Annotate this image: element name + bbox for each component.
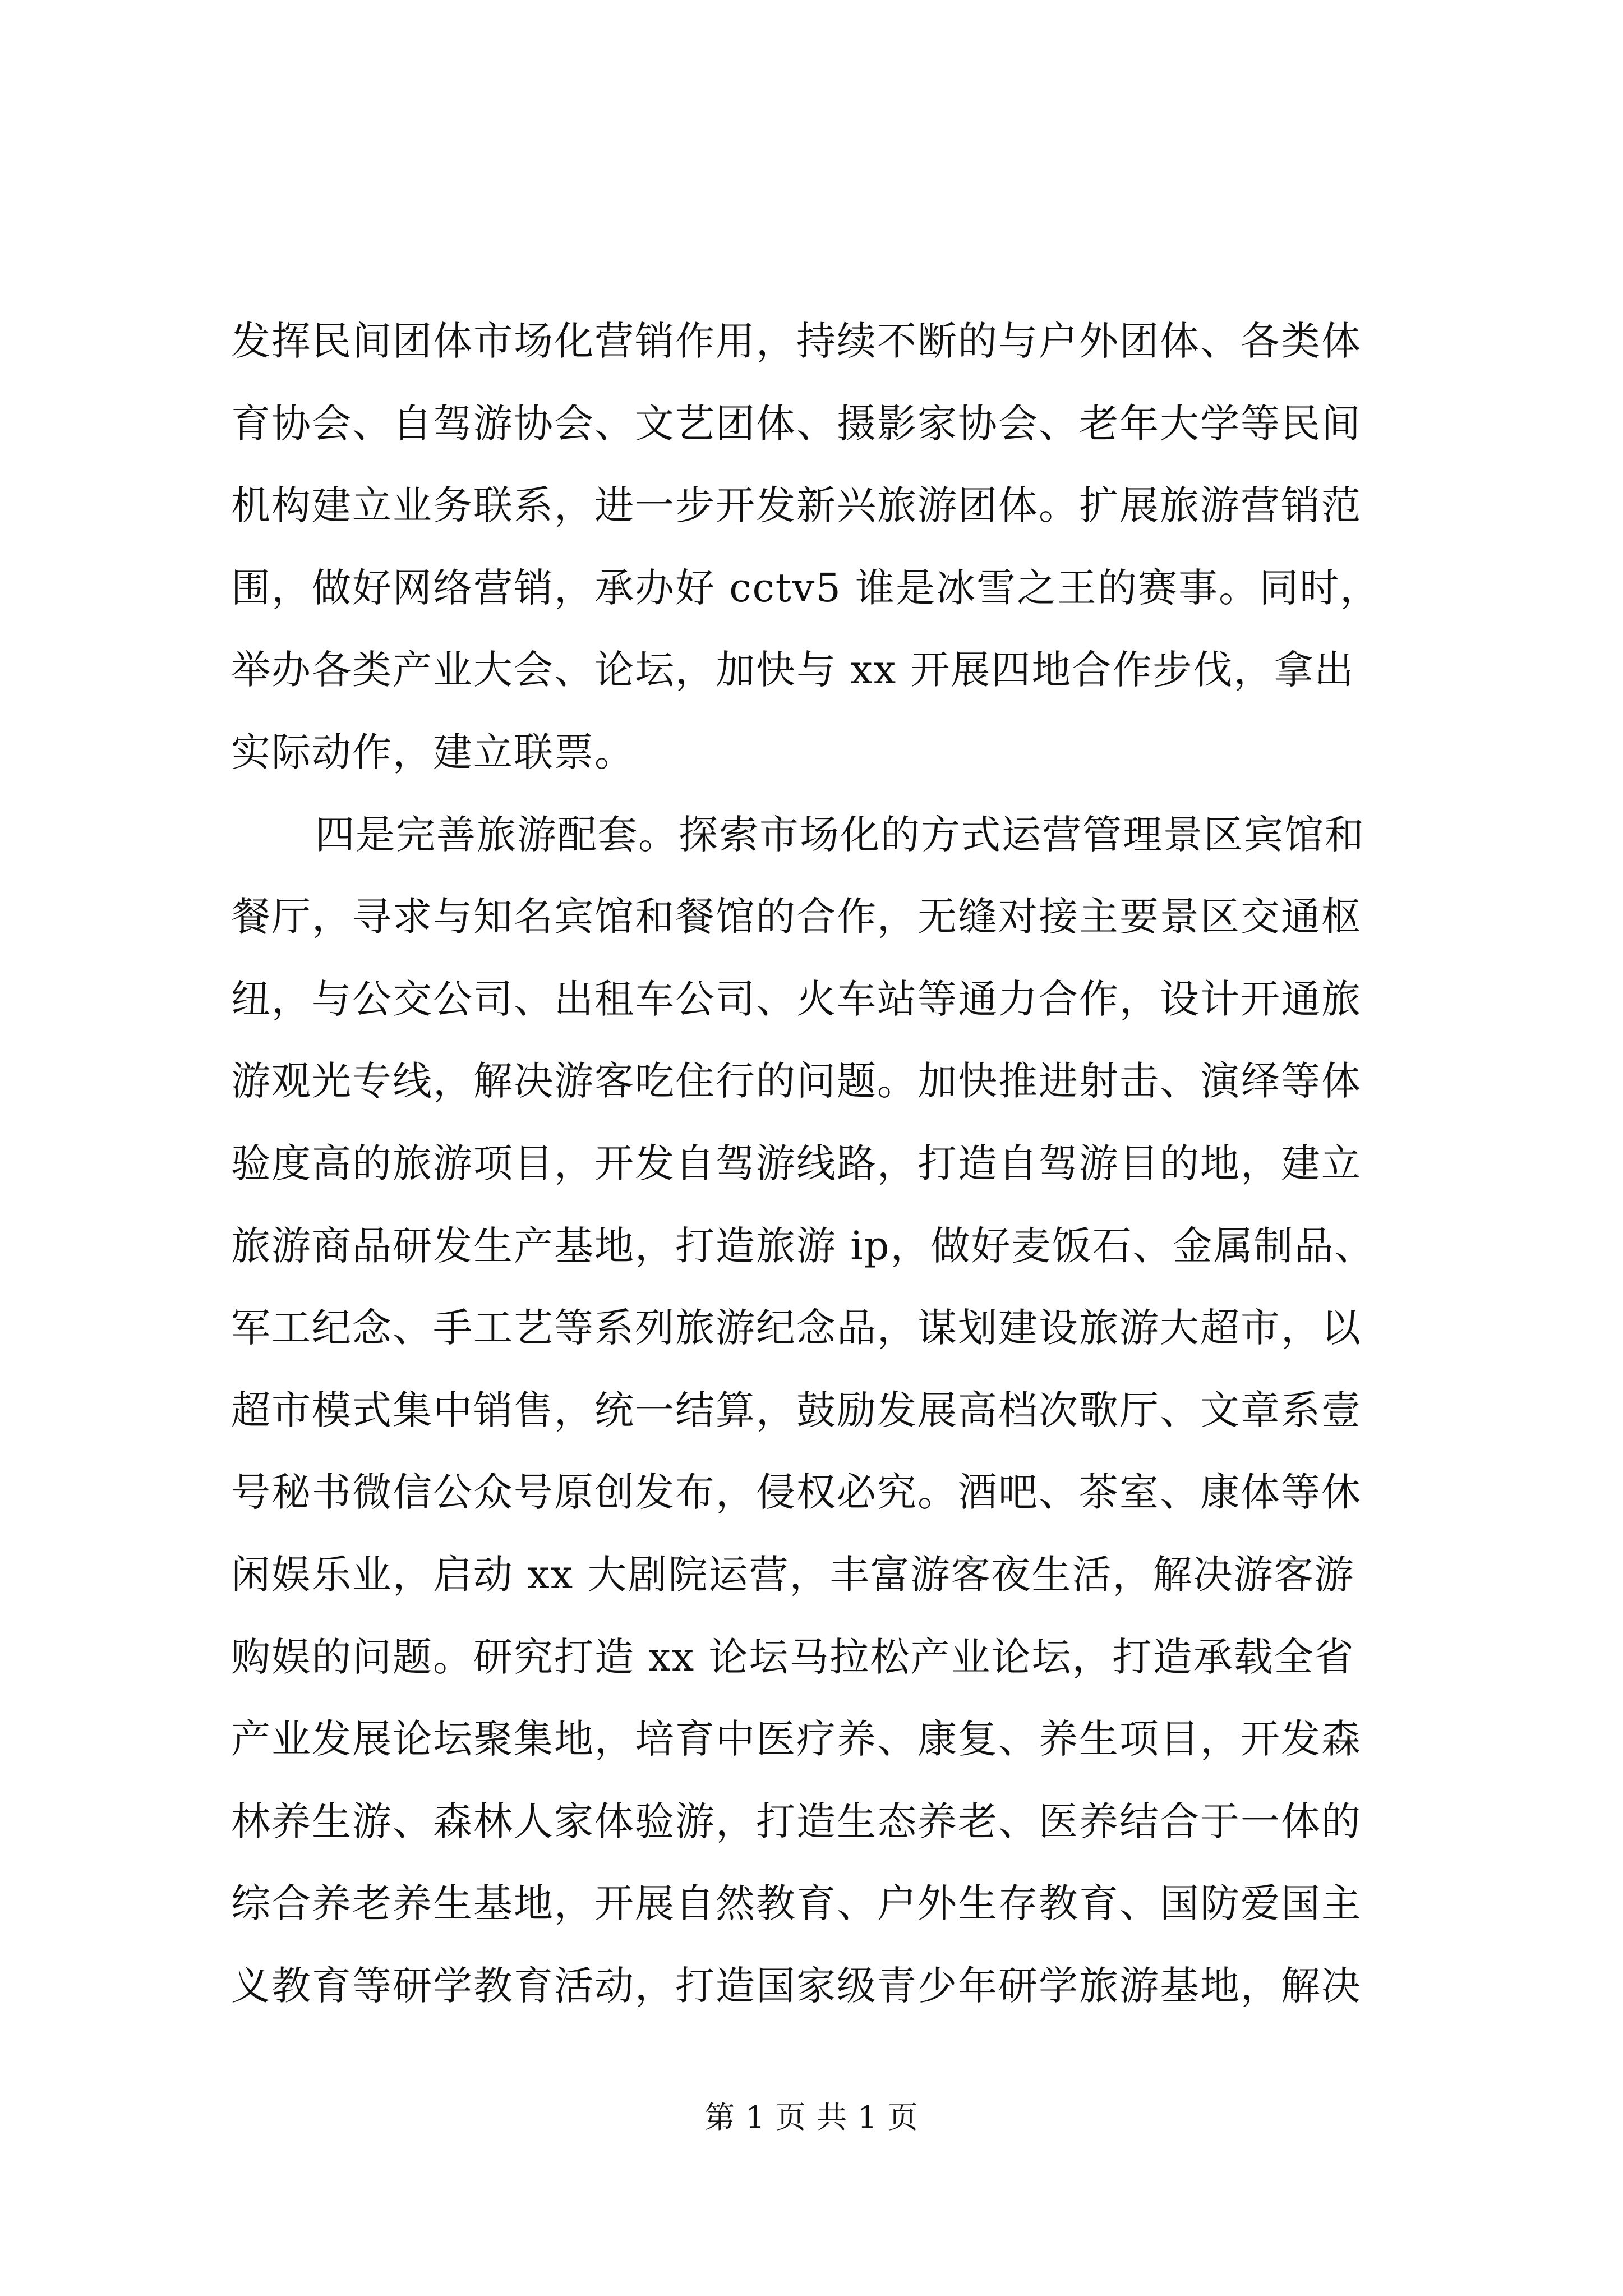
text-line: 验度高的旅游项目，开发自驾游线路，打造自驾游目的地，建立 [231, 1140, 1362, 1186]
text-line: 围，做好网络营销，承办好 cctv5 谁是冰雪之王的赛事。同时， [231, 564, 1381, 611]
text-line: 超市模式集中销售，统一结算，鼓励发展高档次歌厅、文章系壹 [231, 1387, 1362, 1433]
text-line: 产业发展论坛聚集地，培育中医疗养、康复、养生项目，开发森 [231, 1716, 1362, 1763]
text-line: 发挥民间团体市场化营销作用，持续不断的与户外团体、各类体 [231, 318, 1362, 364]
text-line: 举办各类产业大会、论坛，加快与 xx 开展四地合作步伐，拿出 [231, 647, 1355, 693]
text-line: 纽，与公交公司、出租车公司、火车站等通力合作，设计开通旅 [231, 976, 1362, 1022]
text-line: 闲娱乐业，启动 xx 大剧院运营，丰富游客夜生活，解决游客游 [231, 1551, 1355, 1598]
text-line: 林养生游、森林人家体验游，打造生态养老、医养结合于一体的 [231, 1798, 1362, 1844]
text-line: 机构建立业务联系，进一步开发新兴旅游团体。扩展旅游营销范 [231, 482, 1362, 529]
text-line: 综合养老养生基地，开展自然教育、户外生存教育、国防爱国主 [231, 1880, 1362, 1927]
text-line: 游观光专线，解决游客吃住行的问题。加快推进射击、演绎等体 [231, 1058, 1362, 1105]
text-line: 实际动作，建立联票。 [231, 729, 635, 775]
text-line: 义教育等研学教育活动，打造国家级青少年研学旅游基地，解决 [231, 1962, 1362, 2009]
text-line: 号秘书微信公众号原创发布，侵权必究。酒吧、茶室、康体等休 [231, 1469, 1362, 1516]
body-text [231, 300, 1454, 2027]
text-line: 购娱的问题。研究打造 xx 论坛马拉松产业论坛，打造承载全省 [231, 1634, 1355, 1680]
text-line: 旅游商品研发生产基地，打造旅游 ip，做好麦饭石、金属制品、 [231, 1222, 1375, 1269]
text-line: 军工纪念、手工艺等系列旅游纪念品，谋划建设旅游大超市，以 [231, 1305, 1362, 1351]
page-footer: 第 1 页 共 1 页 [704, 2100, 919, 2135]
paragraph-start-line: 四是完善旅游配套。探索市场化的方式运营管理景区宾馆和 [315, 811, 1365, 858]
text-line: 餐厅，寻求与知名宾馆和餐馆的合作，无缝对接主要景区交通枢 [231, 894, 1362, 940]
text-line: 育协会、自驾游协会、文艺团体、摄影家协会、老年大学等民间 [231, 400, 1362, 447]
